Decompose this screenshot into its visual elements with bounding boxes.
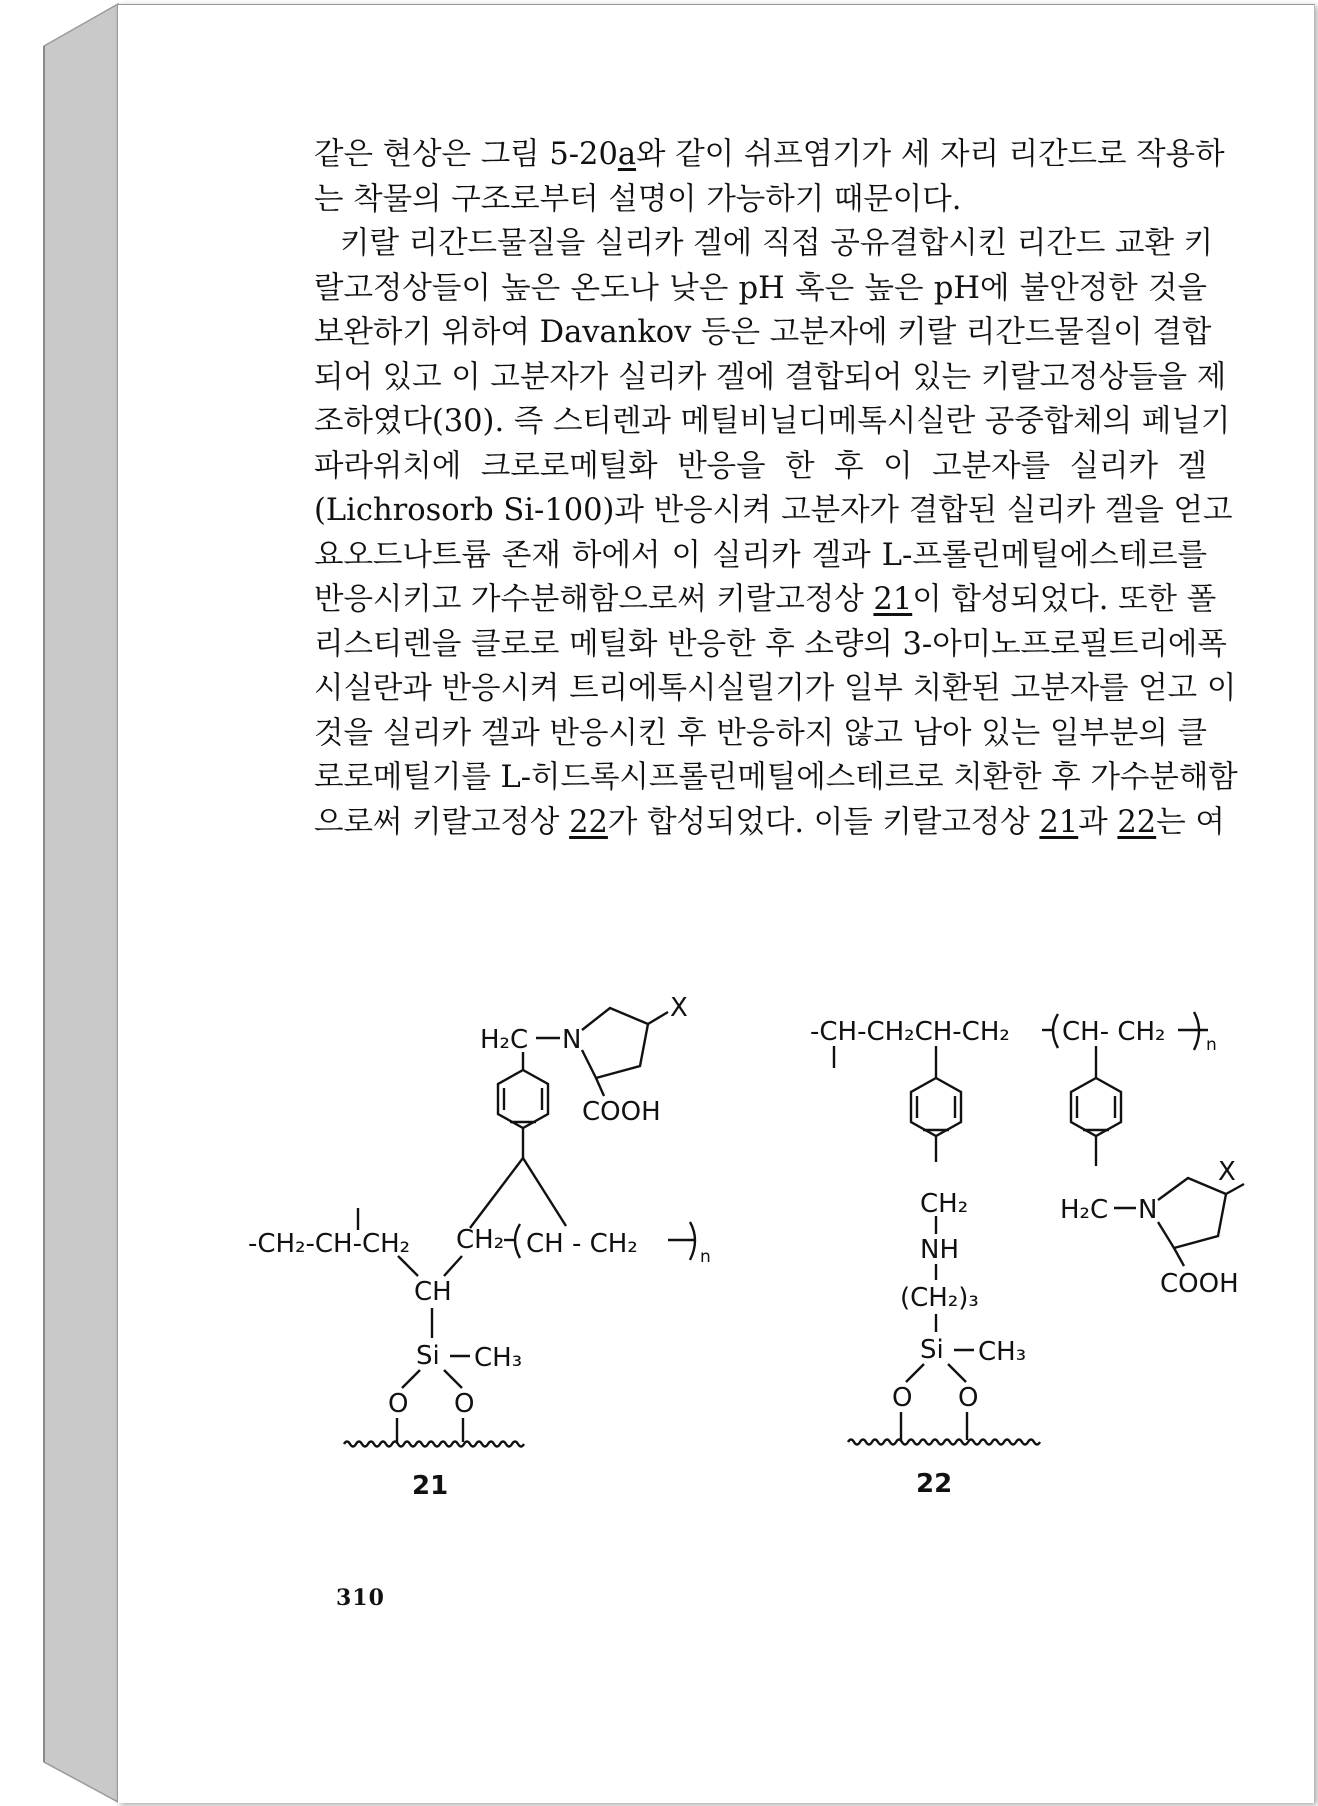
compound-ref: 21: [1039, 804, 1079, 840]
text-segment: (Lichrosorb Si-100)과 반응시켜 고분자가 결합된 실리카 겔을 얻고: [314, 493, 1233, 528]
s21-o-left: O: [388, 1389, 409, 1419]
chemical-structures-figure: [248, 990, 1248, 1510]
s21-cooh: COOH: [582, 1097, 661, 1127]
s22-n: N: [1138, 1195, 1158, 1225]
text-line: [314, 623, 1227, 668]
text-segment: 가 합성되었다. 이들 키랄고정상: [607, 804, 1040, 840]
s22-ch2-3: (CH₂)₃: [900, 1283, 979, 1313]
s21-pyrrolidine-ring: [582, 1008, 648, 1078]
text-line: [314, 267, 1207, 312]
s21-bond-cooh: [596, 1078, 604, 1096]
s22-bond-cooh: [1174, 1248, 1184, 1266]
s21-o-right: O: [454, 1389, 475, 1419]
s22-repeat-subscript: n: [1206, 1035, 1217, 1055]
s22-ch3: CH₃: [978, 1337, 1027, 1367]
s21-bond-ring-ch2: [470, 1158, 523, 1228]
s21-phenyl-ring: [498, 1070, 548, 1128]
s21-bond-si-o-right: [444, 1370, 462, 1388]
s22-bond-si-o-left: [906, 1364, 924, 1382]
s21-silica-surface: [344, 1442, 524, 1447]
s21-backbone: -CH₂-CH-CH₂: [248, 1229, 411, 1259]
text-line: [314, 178, 1207, 223]
text-line: [314, 445, 1207, 490]
s22-o-right: O: [958, 1383, 979, 1413]
compound-ref: 21: [873, 582, 913, 617]
structure-22: [810, 1012, 1244, 1499]
compound-ref: 22: [1117, 804, 1157, 840]
text-segment: 이 합성되었다. 또한 폴: [912, 582, 1217, 617]
s21-bond-ch-right: [444, 1256, 462, 1276]
s21-ch2-right: CH₂: [456, 1225, 505, 1255]
text-segment: 시실란과 반응시켜 트리에톡시실릴기가 일부 치환된 고분자를 얻고 이: [314, 671, 1237, 706]
s22-ch2: CH₂: [920, 1189, 969, 1219]
page-number: 310: [336, 1585, 385, 1611]
text-line: [314, 534, 1207, 579]
text-segment: 는 여: [1156, 804, 1225, 840]
s21-si: Si: [416, 1341, 440, 1371]
text-segment: 되어 있고 이 고분자가 실리카 겔에 결합되어 있는 키랄고정상들을 제: [314, 359, 1227, 395]
text-segment: 조하였다(30). 즉 스티렌과 메틸비닐디메톡시실란 공중합체의 페닐기: [314, 404, 1231, 439]
s22-silica-surface: [848, 1440, 1040, 1445]
text-line: [314, 311, 1212, 356]
s22-h2c: H₂C: [1060, 1195, 1109, 1225]
s22-label: 22: [916, 1469, 953, 1499]
structure-21: [248, 993, 711, 1501]
s21-repeat-subscript: n: [700, 1247, 711, 1267]
text-segment: 파라위치에 크로로메틸화 반응을 한 후 이 고분자를 실리카 겔: [314, 448, 1207, 484]
s22-si: Si: [920, 1335, 944, 1365]
text-segment: 는 착물의 구조로부터 설명이 가능하기 때문이다.: [314, 181, 962, 217]
s21-repeat-unit: CH - CH₂: [526, 1229, 638, 1259]
book-spine: [0, 0, 130, 1806]
s22-repeat-unit: CH- CH₂: [1062, 1017, 1166, 1047]
text-line: [314, 756, 1238, 801]
s22-pyrrolidine-ring: [1158, 1178, 1226, 1248]
s21-bond-x: [648, 1012, 668, 1024]
text-segment: 요오드나트륨 존재 하에서 이 실리카 겔과 L-프롤린메틸에스테르를: [314, 537, 1207, 573]
s21-bond-si-o-left: [402, 1370, 420, 1388]
text-segment: 키랄 리간드물질을 실리카 겔에 직접 공유결합시킨 리간드 교환 키: [340, 226, 1214, 261]
text-segment: 로로메틸기를 L-히드록시프롤린메틸에스테르로 치환한 후 가수분해함: [314, 760, 1238, 795]
s22-nh: NH: [920, 1235, 959, 1265]
s21-bond-ch-left: [398, 1256, 418, 1276]
text-line: [314, 712, 1207, 757]
s22-x: X: [1218, 1157, 1236, 1187]
body-text: [314, 133, 1238, 845]
compound-ref: 22: [569, 804, 608, 840]
s22-backbone: -CH-CH₂CH-CH₂: [810, 1017, 1010, 1047]
s22-phenyl-ring-2: [1071, 1078, 1121, 1136]
text-segment: 것을 실리카 겔과 반응시킨 후 반응하지 않고 남아 있는 일부분의 클: [314, 715, 1207, 751]
s22-cooh: COOH: [1160, 1269, 1239, 1299]
text-segment: 으로써 키랄고정상: [314, 804, 570, 840]
s22-o-left: O: [892, 1383, 913, 1413]
s21-h2c: H₂C: [480, 1025, 529, 1055]
text-line: [314, 222, 1214, 267]
text-line: [314, 400, 1231, 445]
s21-bond-ring-ch: [523, 1158, 566, 1226]
text-line: [314, 489, 1233, 534]
text-segment: 같은 현상은 그림 5-20: [314, 137, 618, 172]
text-segment: 랄고정상들이 높은 온도나 낮은 pH 혹은 높은 pH에 불안정한 것을: [314, 270, 1207, 306]
text-line: [314, 578, 1217, 623]
s21-label: 21: [412, 1471, 449, 1501]
text-segment: 반응시키고 가수분해함으로써 키랄고정상: [314, 582, 874, 617]
text-line: [314, 801, 1225, 846]
text-line: [314, 133, 1225, 178]
text-segment: 과: [1078, 804, 1118, 840]
text-line: [314, 667, 1237, 712]
text-segment: 보완하기 위하여 Davankov 등은 고분자에 키랄 리간드물질이 결합: [314, 315, 1212, 350]
text-segment: 와 같이 쉬프염기가 세 자리 리간드로 작용하: [636, 137, 1225, 172]
book-page: [118, 4, 1315, 1803]
compound-ref: a: [617, 137, 637, 172]
s22-phenyl-ring-1: [911, 1078, 961, 1136]
s21-ch3: CH₃: [474, 1343, 523, 1373]
text-segment: 리스티렌을 클로로 메틸화 반응한 후 소량의 3-아미노프로필트리에폭: [314, 626, 1227, 662]
s21-n: N: [562, 1025, 582, 1055]
text-line: [314, 356, 1227, 401]
s21-x: X: [670, 993, 688, 1023]
s21-ch: CH: [414, 1277, 452, 1307]
s22-bond-si-o-right: [948, 1364, 966, 1382]
